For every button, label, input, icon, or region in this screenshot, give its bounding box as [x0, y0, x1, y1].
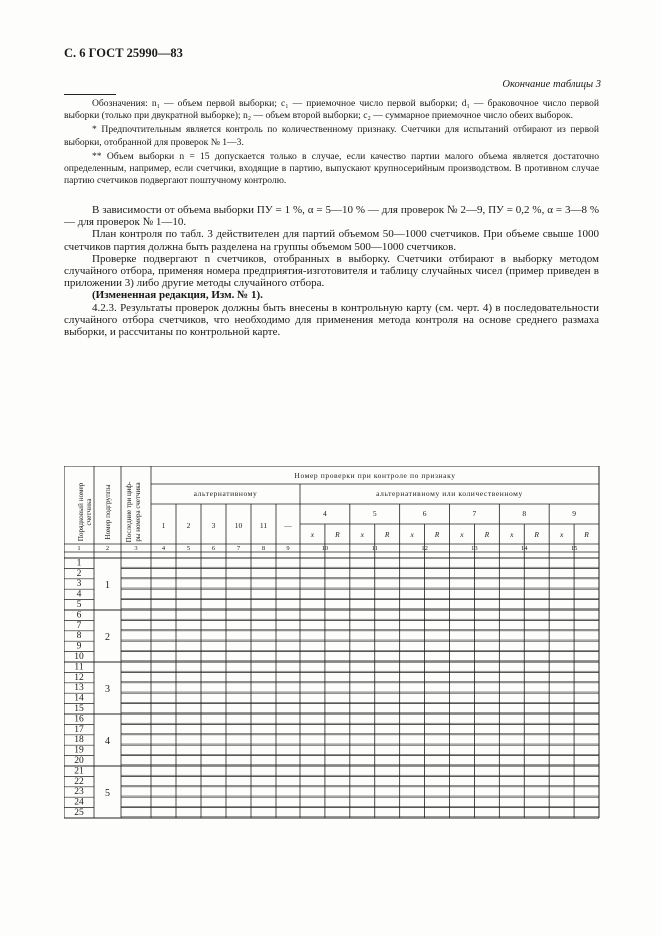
alt-check-number: 10: [234, 521, 243, 530]
body-text: [64, 204, 599, 338]
row-number: 15: [74, 704, 84, 714]
table-notes: [64, 98, 599, 189]
alt-check-number: —: [284, 521, 292, 530]
r-label: R: [484, 530, 490, 539]
quant-check-number: 5: [372, 509, 377, 518]
row-number: 5: [76, 600, 82, 610]
x-label: x: [559, 530, 564, 539]
row-number: 18: [74, 735, 84, 746]
column-number: 9: [286, 545, 290, 552]
column-number: 15: [570, 545, 578, 552]
row-number: 21: [74, 766, 84, 777]
row-number: 16: [74, 714, 84, 725]
row-number: 1: [76, 558, 82, 569]
footnote-1: * Предпочтительным является контроль по количественному признаку. Счетчики для испытаний отбирают из первой выборки, отобранной для проверок № 1—3.: [64, 124, 599, 148]
x-label: x: [310, 530, 315, 539]
row-number: 9: [76, 641, 82, 652]
quant-check-number: 6: [422, 509, 427, 518]
paragraph-amendment: (Измененная редакция, Изм. № 1).: [92, 289, 263, 302]
r-label: R: [584, 530, 589, 539]
col-last-digits-line-1: Последние три циф-: [125, 481, 133, 543]
column-number: 7: [236, 545, 241, 552]
row-number: 8: [76, 631, 82, 642]
quant-check-number: 8: [522, 509, 527, 518]
table-continuation-label: Окончание таблицы 3: [502, 79, 601, 90]
column-number: 10: [321, 545, 329, 552]
row-number: 20: [74, 756, 84, 766]
paragraph-2: План контроля по табл. 3 действителен для партий объемом 50—1000 счетчиков. При объеме свыше 1000 счетчиков партия должна быть разделена на группы объемом 500—1000 счетчиков.: [64, 228, 599, 253]
row-number: 23: [74, 787, 84, 798]
row-number: 14: [74, 693, 84, 704]
x-label: x: [460, 530, 464, 539]
row-number: 25: [74, 808, 84, 818]
col-last-digits-line-2: ры номера счетчика: [134, 482, 142, 542]
r-label: R: [335, 530, 340, 539]
x-label: x: [510, 530, 514, 539]
subgroup-number: 4: [105, 736, 110, 747]
quant-check-number: 4: [323, 509, 327, 518]
quant-check-number: 9: [572, 509, 576, 518]
subgroup-number: 2: [105, 632, 110, 643]
row-number: 10: [74, 652, 84, 662]
column-number: 8: [261, 545, 266, 552]
x-label: x: [360, 530, 364, 539]
r-label: R: [434, 530, 440, 539]
column-number: 1: [77, 545, 81, 552]
row-number: 24: [74, 797, 84, 808]
row-number: 19: [74, 745, 84, 756]
column-number: 3: [134, 545, 138, 552]
altq-header-label: альтернативному или количественному: [376, 489, 523, 498]
row-number: 3: [76, 579, 82, 590]
column-number: 4: [161, 545, 166, 552]
column-number: 14: [521, 545, 528, 552]
column-number: 2: [105, 545, 110, 552]
alt-check-number: 2: [186, 521, 191, 530]
footnote-2: ** Объем выборки n = 15 допускается только в случае, если качество партии малого объема является достаточно определенным, например, если счетчики, входящие в партию, выпускают крупносерийным производством. В противном случае партию счетчиков подвергают поштучному контролю.: [64, 150, 599, 187]
page-title: С. 6 ГОСТ 25990—83: [64, 46, 183, 60]
row-number: 12: [74, 672, 84, 683]
column-number: 12: [421, 545, 428, 552]
column-number: 11: [371, 545, 378, 552]
r-label: R: [534, 530, 540, 539]
row-number: 2: [76, 568, 82, 579]
column-number: 5: [186, 545, 191, 552]
paragraph-3: Проверке подвергают n счетчиков, отобранных в выборку. Счетчики отбирают в выборку методом случайного отбора, применяя номера предприятия-изготовителя и таблицу случайных чисел (пример приведен в приложении 3) либо другие методы случайного отбора.: [64, 252, 599, 290]
row-number: 17: [74, 724, 84, 735]
alt-check-number: 11: [259, 521, 268, 530]
paragraph-1: В зависимости от объема выборки ПУ = 1 %, α = 5—10 % — для проверок № 2—9, ПУ = 0,2 %, α = 3—8 % — для проверок № 1—10.: [64, 204, 599, 229]
r-label: R: [384, 530, 390, 539]
col-serial-line-1: Порядковый номер: [77, 482, 85, 542]
row-number: 22: [74, 776, 84, 787]
subgroup-number: 5: [105, 788, 110, 799]
subgroup-number: 1: [105, 580, 110, 591]
row-number: 13: [74, 683, 84, 694]
footnote-rule: [64, 94, 116, 95]
col-subgroup-label: Номер подгруппы: [104, 484, 112, 540]
subgroup-number: 3: [105, 684, 110, 695]
column-number: 6: [211, 545, 216, 552]
x-label: x: [410, 530, 414, 539]
alt-check-number: 3: [211, 521, 216, 530]
row-number: 6: [76, 610, 82, 621]
paragraph-4-2-3: 4.2.3. Результаты проверок должны быть внесены в контрольную карту (см. черт. 4) в последовательности случайного отбора счетчиков, что необходимо для применения метода контроля на основе среднего размаха выборки, и рассчитаны по контрольной карте.: [64, 301, 599, 339]
top-header-label: Номер проверки при контроле по признаку: [294, 471, 456, 480]
designations-note: Обозначения: n₁ — объем первой выборки; c₁ — приемочное число первой выборки; d₁ — браковочное число первой выборки (только при двукратной выборке); n₂ — объем второй выборки; c₂ — суммарное приемочное число обеих выборок.: [64, 98, 599, 122]
col-serial-line-2: счетчика: [85, 498, 93, 526]
quant-check-number: 7: [472, 509, 477, 518]
alt-check-number: 1: [161, 521, 166, 530]
row-number: 4: [76, 589, 82, 600]
alt-header-label: альтернативному: [193, 489, 258, 498]
row-number: 11: [74, 662, 84, 673]
column-number: 13: [471, 545, 478, 552]
control-card-table: [64, 466, 600, 827]
control-card-grid: [64, 466, 600, 822]
row-number: 7: [76, 620, 82, 631]
